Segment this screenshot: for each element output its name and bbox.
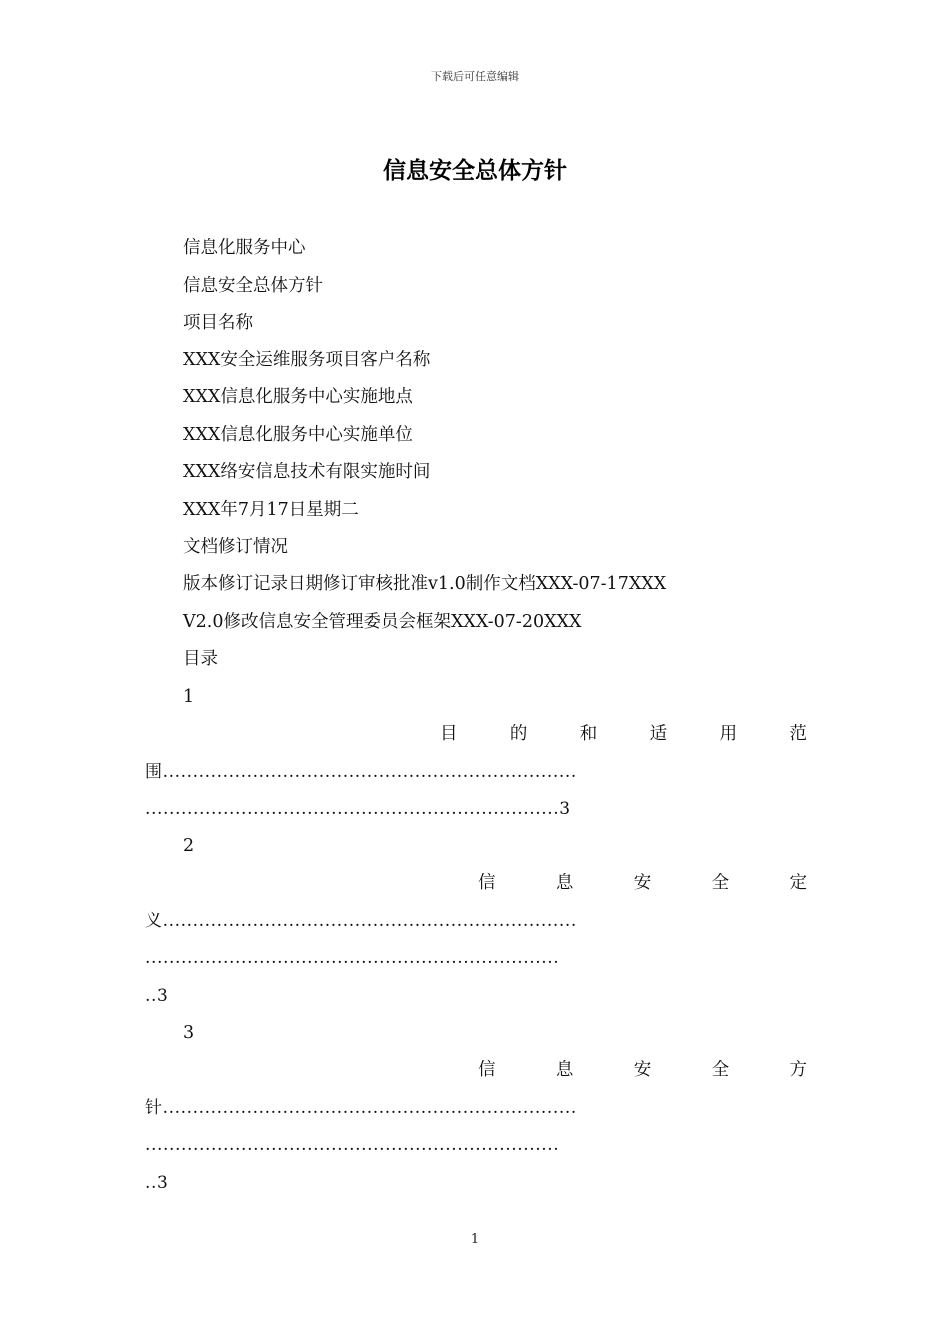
page-number: 1 (470, 1232, 480, 1247)
toc-entry-3-title (145, 1059, 807, 1081)
toc-char: 信 (478, 873, 496, 893)
line-implementer: XXX络安信息技术有限实施时间 (183, 462, 431, 482)
toc-entry-2-leader-cont: ..................................................................... (145, 948, 560, 968)
toc-entry-3-page: ..3 (145, 1173, 169, 1193)
toc-heading: 目录 (183, 649, 218, 669)
toc-entry-3-number: 3 (183, 1023, 195, 1043)
toc-char: 安 (633, 873, 652, 893)
line-revision-heading: 文档修订情况 (183, 537, 288, 557)
toc-char: 和 (579, 724, 598, 744)
line-service-center: 信息化服务中心 (183, 238, 306, 258)
toc-entry-1-number: 1 (183, 687, 195, 707)
toc-char: 方 (789, 1060, 807, 1080)
toc-entry-1-title (145, 723, 807, 745)
toc-char: 安 (633, 1060, 652, 1080)
toc-char: 范 (789, 724, 807, 744)
line-project-name-label: 项目名称 (183, 313, 253, 333)
toc-char: 全 (711, 873, 730, 893)
toc-entry-2-page: ..3 (145, 986, 169, 1006)
document-title: 信息安全总体方针 (383, 157, 567, 184)
page-header-note: 下载后可任意编辑 (431, 70, 519, 83)
toc-char: 目 (440, 724, 458, 744)
toc-char: 息 (555, 873, 574, 893)
toc-char: 适 (649, 724, 668, 744)
toc-char: 全 (711, 1060, 730, 1080)
toc-char: 信 (478, 1060, 496, 1080)
toc-entry-1-leader: 围..................................................................... (145, 762, 577, 782)
toc-entry-3-leader: 针..................................................................... (145, 1098, 577, 1118)
toc-char: 用 (719, 724, 738, 744)
toc-entry-1-page: .....................................................................3 (145, 799, 571, 819)
toc-entry-2-title (145, 872, 807, 894)
line-date: XXX年7月17日星期二 (183, 500, 359, 520)
toc-entry-3-leader-cont: ..................................................................... (145, 1135, 560, 1155)
toc-char: 定 (789, 873, 807, 893)
line-customer: XXX安全运维服务项目客户名称 (183, 350, 431, 370)
line-revision-v2: V2.0修改信息安全管理委员会框架XXX-07-20XXX (183, 612, 582, 632)
line-location: XXX信息化服务中心实施地点 (183, 387, 413, 407)
toc-char: 的 (509, 724, 528, 744)
line-revision-v1: 版本修订记录日期修订审核批准v1.0制作文档XXX-07-17XXX (183, 574, 667, 594)
toc-entry-2-number: 2 (183, 836, 195, 856)
toc-entry-2-leader: 义..................................................................... (145, 911, 577, 931)
line-unit: XXX信息化服务中心实施单位 (183, 425, 413, 445)
line-policy-name: 信息安全总体方针 (183, 276, 323, 296)
toc-char: 息 (555, 1060, 574, 1080)
